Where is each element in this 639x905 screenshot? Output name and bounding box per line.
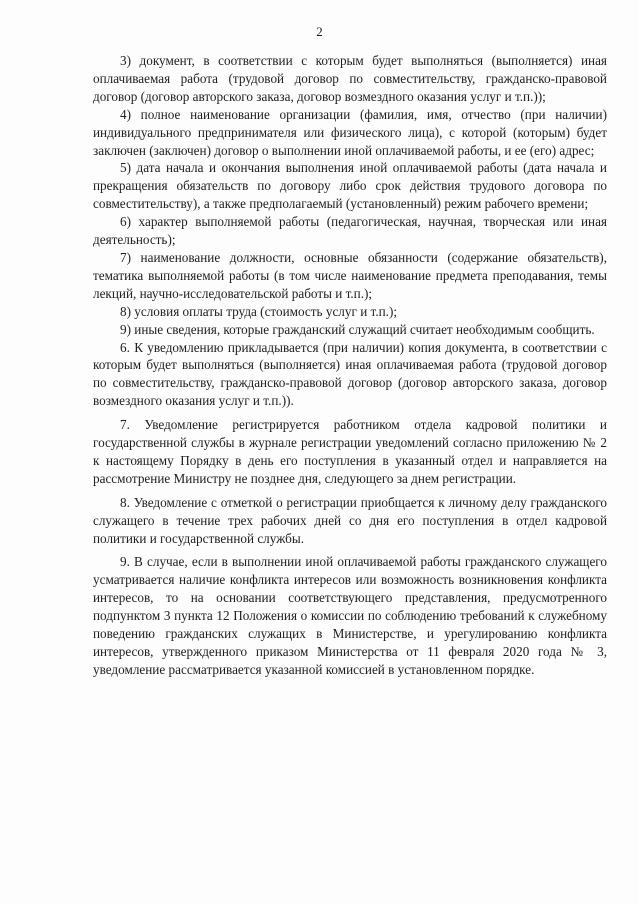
document-body — [93, 52, 607, 679]
clause-8-personal-file: 8. Уведомление с отметкой о регистрации приобщается к личному делу гражданского служащего в течение трех рабочих дней со дня его поступления в отдел кадровой политики и государственной службы. — [93, 494, 607, 546]
item-9-other-info: 9) иные сведения, которые гражданский служащий считает необходимым сообщить. — [120, 321, 595, 337]
item-7-position: 7) наименование должности, основные обязанности (содержание обязательств), тематика выполняемой работы (в том числе наименование предмета преподавания, темы лекций, научно-исследовательской работы и т.п.); — [93, 249, 607, 301]
item-5-dates: 5) дата начала и окончания выполнения иной оплачиваемой работы (дата начала и прекращения обязательств по договору либо срок действия трудового договора по совместительству), а также предполагаемый (установленный) режим рабочего времени; — [93, 160, 607, 212]
clause-7-registration: 7. Уведомление регистрируется работником отдела кадровой политики и государственной службы в журнале регистрации уведомлений согласно приложению № 2 к настоящему Порядку в день его поступления в указанный отдел и направляется на рассмотрение Министру не позднее дня, следующего за днем регистрации. — [93, 417, 607, 486]
item-4-organization: 4) полное наименование организации (фамилия, имя, отчество (при наличии) индивидуального предпринимателя или физического лица), с которой (которым) будет заключен (заключен) договор о выполнении иной оплачиваемой работы, и ее (его) адрес; — [93, 106, 607, 158]
clause-6-attachment: 6. К уведомлению прикладывается (при наличии) копия документа, в соответствии с которым будет выполняться (выполняется) иная оплачиваемая работа (трудовой договор по совместительству, гражданско-правовой договор (договор авторского заказа, договор возмездного оказания услуг и т.п.)). — [93, 339, 607, 409]
item-6-work-character: 6) характер выполняемой работы (педагогическая, научная, творческая или иная деятельность); — [93, 214, 607, 248]
item-3-document: 3) документ, в соответствии с которым будет выполняться (выполняется) иная оплачиваемая работа (трудовой договор по совместительству, гражданско-правовой договор (договор авторского заказа, договор возмездного оказания услуг и т.п.)); — [93, 53, 607, 104]
page-number: 2 — [316, 24, 323, 39]
clause-9-conflict-of-interest: 9. В случае, если в выполнении иной оплачиваемой работы гражданского служащего усматривается наличие конфликта интересов или возможность возникновения конфликта интересов, то на основании соответствующего представления, предусмотренного подпунктом 3 пункта 12 Положения о комиссии по соблюдению требований к служебному поведению гражданских служащих в Министерстве, и урегулированию конфликта интересов, утвержденного приказом Министерства от 11 февраля 2020 года № 3, уведомление рассматривается указанной комиссией в установленном порядке. — [93, 554, 607, 677]
item-8-payment: 8) условия оплаты труда (стоимость услуг и т.п.); — [120, 303, 398, 319]
